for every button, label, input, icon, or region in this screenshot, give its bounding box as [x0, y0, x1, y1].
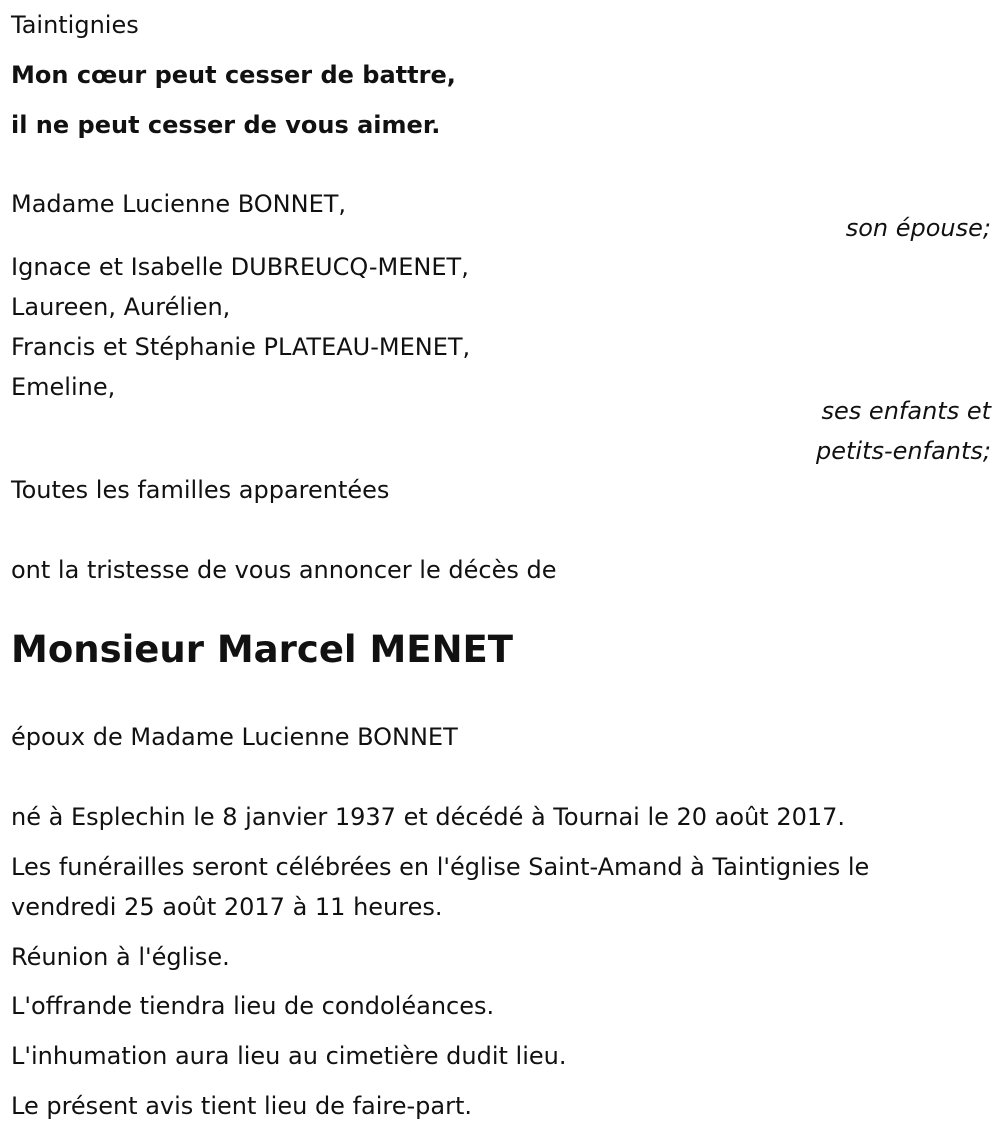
- children-line: Ignace et Isabelle DUBREUCQ-MENET,: [11, 253, 469, 281]
- families-text: Toutes les familles apparentées: [11, 476, 390, 504]
- children-line: Francis et Stéphanie PLATEAU-MENET,: [11, 333, 471, 361]
- detail-line: L'inhumation aura lieu au cimetière dudit lieu.: [11, 1042, 567, 1070]
- announcement-text: ont la tristesse de vous annoncer le décès de: [11, 556, 557, 584]
- spouse-of-text: époux de Madame Lucienne BONNET: [11, 723, 458, 751]
- detail-line: Réunion à l'église.: [11, 943, 230, 971]
- deceased-name: Monsieur Marcel MENET: [11, 628, 514, 671]
- children-role-line-2: petits-enfants;: [816, 437, 991, 465]
- detail-line: né à Esplechin le 8 janvier 1937 et décédé à Tournai le 20 août 2017.: [11, 803, 846, 831]
- spouse-name: Madame Lucienne BONNET,: [11, 190, 347, 218]
- detail-line: Les funérailles seront célébrées en l'église Saint-Amand à Taintignies le: [11, 853, 870, 881]
- spouse-role: son épouse;: [845, 214, 991, 242]
- detail-line: vendredi 25 août 2017 à 11 heures.: [11, 893, 443, 921]
- children-role-line-1: ses enfants et: [821, 397, 991, 425]
- quote-line-1: Mon cœur peut cesser de battre,: [11, 61, 456, 89]
- children-line: Emeline,: [11, 373, 116, 401]
- children-line: Laureen, Aurélien,: [11, 293, 231, 321]
- location-text: Taintignies: [11, 11, 139, 39]
- quote-line-2: il ne peut cesser de vous aimer.: [11, 111, 441, 139]
- detail-line: L'offrande tiendra lieu de condoléances.: [11, 992, 495, 1020]
- detail-line: Le présent avis tient lieu de faire-part.: [11, 1092, 473, 1120]
